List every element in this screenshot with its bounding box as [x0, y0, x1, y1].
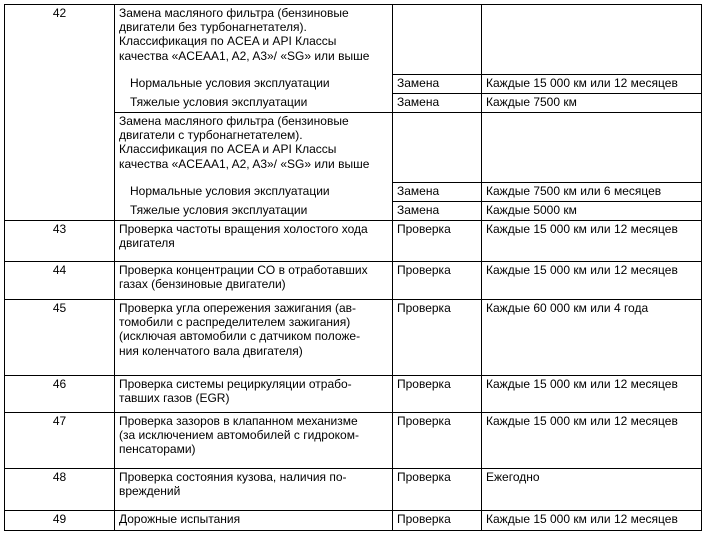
item-period: Каждые 7500 км или 6 месяцев	[482, 183, 702, 202]
item-action: Замена	[393, 183, 482, 202]
item-description: Проверка состояния кузова, наличия по- вреждений	[115, 469, 393, 511]
item-number: 46	[5, 376, 115, 413]
table-row	[5, 221, 702, 262]
item-period: Каждые 15 000 км или 12 месяцев	[482, 413, 702, 469]
condition-label: Тяжелые условия эксплуатации	[115, 202, 393, 221]
item-action: Замена	[393, 94, 482, 113]
item-period: Каждые 7500 км	[482, 94, 702, 113]
item-description: Проверка зазоров в клапанном механизме (за исключением автомобилей с гидроком- пенсаторами)	[115, 413, 393, 469]
item-action: Проверка	[393, 469, 482, 511]
table-row	[5, 262, 702, 300]
table-row	[5, 469, 702, 511]
table-row	[5, 413, 702, 469]
item-period: Каждые 15 000 км или 12 месяцев	[482, 511, 702, 531]
item-period: Каждые 15 000 км или 12 месяцев	[482, 221, 702, 262]
item-description: Проверка угла опережения зажигания (ав- томобили с распределителем зажигания) (исключая автомобили с датчиком положе- ния коленчатого вала двигателя)	[115, 300, 393, 376]
item-action: Проверка	[393, 376, 482, 413]
table-row	[5, 5, 702, 75]
condition-label: Нормальные условия эксплуатации	[115, 183, 393, 202]
item-description: Дорожные испытания	[115, 511, 393, 531]
item-action: Проверка	[393, 300, 482, 376]
item-action: Замена	[393, 75, 482, 94]
table-row	[5, 376, 702, 413]
item-period: Каждые 60 000 км или 4 года	[482, 300, 702, 376]
item-number: 42	[5, 5, 115, 221]
item-period: Каждые 5000 км	[482, 202, 702, 221]
item-description: Замена масляного фильтра (бензиновые двигатели без турбонагнетателя). Классификация по ACEA и API Классы качества «ACEAA1, A2, A3»/ «SG» или выше	[115, 5, 393, 75]
item-number: 49	[5, 511, 115, 531]
item-action: Проверка	[393, 262, 482, 300]
item-period: Ежегодно	[482, 469, 702, 511]
table-row	[5, 511, 702, 531]
item-number: 47	[5, 413, 115, 469]
item-period: Каждые 15 000 км или 12 месяцев	[482, 262, 702, 300]
item-action: Проверка	[393, 413, 482, 469]
item-description: Проверка концентрации CO в отработавших газах (бензиновые двигатели)	[115, 262, 393, 300]
item-action	[393, 113, 482, 183]
item-description: Проверка частоты вращения холостого хода двигателя	[115, 221, 393, 262]
item-description: Проверка системы рециркуляции отрабо- тавших газов (EGR)	[115, 376, 393, 413]
item-action: Проверка	[393, 221, 482, 262]
item-action: Проверка	[393, 511, 482, 531]
item-period: Каждые 15 000 км или 12 месяцев	[482, 75, 702, 94]
item-action	[393, 5, 482, 75]
item-period	[482, 113, 702, 183]
condition-label: Тяжелые условия эксплуатации	[115, 94, 393, 113]
item-number: 48	[5, 469, 115, 511]
item-description: Замена масляного фильтра (бензиновые двигатели с турбонагнетателем). Классификация по ACEA и API Классы качества «ACEAA1, A2, A3»/ «SG» или выше	[115, 113, 393, 183]
maintenance-schedule-table	[4, 4, 702, 531]
item-number: 44	[5, 262, 115, 300]
table-row	[5, 300, 702, 376]
item-period: Каждые 15 000 км или 12 месяцев	[482, 376, 702, 413]
condition-label: Нормальные условия эксплуатации	[115, 75, 393, 94]
item-period	[482, 5, 702, 75]
item-action: Замена	[393, 202, 482, 221]
item-number: 45	[5, 300, 115, 376]
item-number: 43	[5, 221, 115, 262]
